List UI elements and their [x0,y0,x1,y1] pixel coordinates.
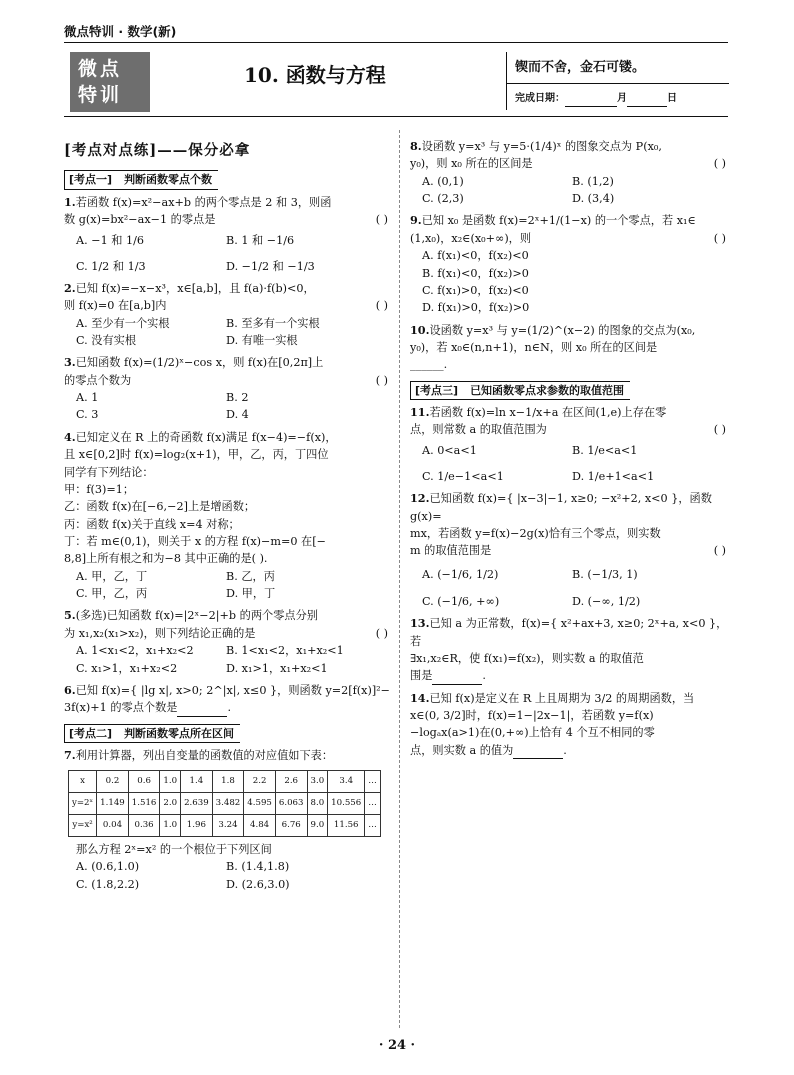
subsection-3: [考点三] 已知函数零点求参数的取值范围 [410,381,630,400]
option-a[interactable]: A. 至少有一个实根 [76,316,170,330]
question-text: 已知 a 为正常数，f(x)={ x²+ax+3, x≥0; 2ˣ+a, x<0 }，若 [410,617,728,648]
column-divider [399,130,400,1028]
table-cell: y=2ˣ [69,792,97,814]
option-b[interactable]: B. 乙，丙 [226,569,275,583]
question-text: m 的取值范围是 [410,544,492,558]
question-number: 14. [410,690,430,705]
option-a[interactable]: A. f(x₁)<0，f(x₂)<0 [422,249,529,263]
question-3 [64,354,394,423]
table-cell: 0.2 [97,770,129,792]
statement-ding: 丁：若 m∈(0,1)，则关于 x 的方程 f(x)−m=0 在[− [64,534,326,548]
subsection-label: 考点二 [74,726,108,740]
question-text: 设函数 y=x³ 与 y=5·(1/4)ˣ 的图象交点为 P(x₀, [421,140,662,153]
question-text: 已知定义在 R 上的奇函数 f(x)满足 f(x−4)=−f(x)， [75,430,337,444]
question-text: 点，则实数 a 的值为 [410,743,514,757]
answer-paren[interactable]: ( ) [375,373,388,387]
option-a[interactable]: A. 1 [76,391,99,405]
question-text: 8,8]上所有根之和为−8 其中正确的是( ). [64,552,268,566]
running-head: 微点特训 · 数学(新) [64,24,177,39]
question-number: 2. [64,280,76,295]
question-text: mx，若函数 y=f(x)−2g(x)恰有三个零点，则实数 [410,526,661,540]
table-cell: 1.96 [181,814,213,836]
question-number: 4. [64,429,76,444]
question-text: 点，则常数 a 的取值范围为 [410,423,547,437]
answer-paren[interactable]: ( ) [713,544,726,558]
option-b[interactable]: B. (1,2) [572,174,614,188]
answer-paren[interactable]: ( ) [713,231,726,245]
header-right [506,52,729,110]
question-text: 围是 [410,669,433,683]
table-cell: 6.063 [275,792,307,814]
question-text: −logₐx(a>1)在(0,+∞)上恰有 4 个互不相同的零 [410,726,655,740]
option-a[interactable]: A. 1<x₁<2，x₁+x₂<2 [76,644,194,658]
table-row [69,814,381,836]
question-1 [64,194,394,275]
table-cell: 1.8 [212,770,244,792]
table-cell: y=x² [69,814,97,836]
table-cell: 6.76 [275,814,307,836]
answer-blank[interactable] [513,747,563,759]
option-c[interactable]: C. 1/e−1<a<1 [422,469,504,483]
top-rule [64,42,728,43]
question-text: 利用计算器，列出自变量的函数值的对应值如下表： [75,748,334,762]
answer-paren[interactable]: ( ) [375,299,388,313]
day-blank[interactable] [627,94,667,107]
question-number: 8. [410,139,422,153]
tail: . [482,669,486,683]
badge-line2: 特训 [78,84,123,106]
option-c[interactable]: C. f(x₁)>0，f(x₂)<0 [422,283,529,297]
section-title: [考点对点练]——保分必拿 [64,142,251,159]
question-2 [64,280,394,349]
question-text: 已知函数 f(x)=(1/2)ˣ−cos x，则 f(x)在[0,2π]上 [75,356,324,370]
table-cell: 1.516 [128,792,160,814]
question-11 [410,404,732,485]
question-number: 1. [64,194,76,209]
answer-paren[interactable]: ( ) [375,212,388,226]
option-d[interactable]: D. (3,4) [572,192,615,206]
option-c[interactable]: C. (2,3) [422,192,464,206]
value-table [68,770,381,837]
question-8 [410,138,732,207]
table-cell: 2.0 [160,792,181,814]
subsection-label: 考点一 [74,173,108,187]
question-text: 已知 f(x)=−x−x³，x∈[a,b]，且 f(a)·f(b)<0， [75,281,315,295]
option-c[interactable]: C. 1/2 和 1/3 [76,259,146,273]
option-c[interactable]: C. (−1/6, +∞) [422,594,500,608]
table-cell: 0.04 [97,814,129,836]
option-a[interactable]: A. (−1/6, 1/2) [422,567,499,581]
question-text: 若函数 f(x)=x²−ax+b 的两个零点是 2 和 3，则函 [75,195,332,209]
option-b[interactable]: B. 2 [226,391,249,405]
question-text: y₀)，若 x₀∈(n,n+1)，n∈N，则 x₀ 所在的区间是 [410,340,658,354]
option-d[interactable]: D. 1/e+1<a<1 [572,469,655,483]
option-d[interactable]: D. x₁>1，x₁+x₂<1 [226,661,328,675]
question-text: 数 g(x)=bx²−ax−1 的零点是 [64,212,216,226]
question-14 [410,690,732,759]
answer-paren[interactable]: ( ) [713,157,726,171]
question-text: 已知 f(x)是定义在 R 上且周期为 3/2 的周期函数，当 [429,691,695,705]
question-text: 为 x₁,x₂(x₁>x₂)，则下列结论正确的是 [64,626,256,640]
question-number: 10. [410,322,430,337]
question-12 [410,490,732,610]
chapter-header [64,46,728,116]
left-column [64,138,394,898]
month-label: 月 [617,93,627,104]
answer-paren[interactable]: ( ) [713,423,726,437]
option-b[interactable]: B. (−1/3, 1) [572,567,638,581]
table-cell: 10.556 [328,792,365,814]
subsection-2: [考点二] 判断函数零点所在区间 [64,724,240,743]
option-b[interactable]: B. 1 和 −1/6 [226,234,295,248]
option-a[interactable]: A. 甲，乙，丁 [76,569,148,583]
header-rule [64,116,728,117]
table-cell: … [365,792,381,814]
option-c[interactable]: C. 3 [76,408,99,422]
badge-line1: 微点 [78,58,123,80]
option-a[interactable]: A. (0,1) [422,174,464,188]
answer-blank[interactable] [432,673,482,685]
option-a[interactable]: A. (0.6,1.0) [76,860,140,874]
question-number: 3. [64,355,76,370]
question-text: 已知 x₀ 是函数 f(x)=2ˣ+1/(1−x) 的一个零点，若 x₁∈ [421,214,696,228]
question-text: 同学有下列结论： [64,465,154,479]
question-text: (1,x₀)，x₂∈(x₀+∞)，则 [410,231,532,245]
option-a[interactable]: A. −1 和 1/6 [76,234,144,248]
question-text: ∃x₁,x₂∈R，使 f(x₁)=f(x₂)，则实数 a 的取值范 [410,652,644,666]
option-b[interactable]: B. (1.4,1.8) [226,860,290,874]
question-text: 3f(x)+1 的零点个数是 [64,701,178,715]
statement-yi: 乙：函数 f(x)在[−6,−2]上是增函数； [64,500,256,514]
date-line [507,83,729,107]
table-cell: 0.36 [128,814,160,836]
question-5 [64,607,394,676]
question-number: 12. [410,491,430,506]
option-b[interactable]: B. 至多有一个实根 [226,316,320,330]
subsection-1: [考点一] 判断函数零点个数 [64,170,218,189]
question-text: 的零点个数为 [64,373,132,387]
subsection-name: 已知函数零点求参数的取值范围 [470,383,625,397]
question-text: 已知函数 f(x)={ |x−3|−1, x≥0; −x²+2, x<0 }，函数 g(x)= [410,492,712,523]
answer-blank[interactable]: ______. [410,358,448,372]
question-text: y₀)，则 x₀ 所在的区间是 [410,157,533,171]
option-d[interactable]: D. 有唯一实根 [226,334,298,348]
table-cell: 8.0 [307,792,328,814]
table-cell: 11.56 [328,814,365,836]
question-text: 则 f(x)=0 在[a,b]内 [64,299,167,313]
statement-bing: 丙：函数 f(x)关于直线 x=4 对称； [64,517,240,531]
option-c[interactable]: C. 甲，乙，丙 [76,587,148,601]
chapter-title: 10. 函数与方程 [244,63,386,87]
question-number: 6. [64,682,76,697]
question-text: 且 x∈[0,2]时 f(x)=log₂(x+1)，甲，乙，丙，丁四位 [64,448,329,462]
option-d[interactable]: D. −1/2 和 −1/3 [226,259,315,273]
table-cell: 2.6 [275,770,307,792]
table-cell: … [365,770,381,792]
question-text: 那么方程 2ˣ=x² 的一个根位于下列区间 [76,842,272,856]
option-c[interactable]: C. x₁>1，x₁+x₂<2 [76,661,178,675]
table-cell: 1.149 [97,792,129,814]
table-cell: 3.4 [328,770,365,792]
month-blank[interactable] [565,94,617,107]
subsection-label: 考点三 [420,383,454,397]
question-number: 9. [410,213,422,228]
table-row [69,770,381,792]
table-cell: … [365,814,381,836]
option-c[interactable]: C. 没有实根 [76,334,137,348]
table-cell: 3.482 [212,792,244,814]
question-text: x∈(0, 3/2]时，f(x)=1−|2x−1|，若函数 y=f(x) [410,709,654,723]
day-label: 日 [667,93,677,104]
question-4 [64,429,394,603]
question-7 [64,747,394,893]
option-c[interactable]: C. (1.8,2.2) [76,877,140,891]
table-row [69,792,381,814]
option-b[interactable]: B. 1<x₁<2，x₁+x₂<1 [226,644,344,658]
table-cell: 3.0 [307,770,328,792]
table-cell: 3.24 [212,814,244,836]
table-cell: 4.84 [244,814,276,836]
table-cell: 9.0 [307,814,328,836]
right-column [410,138,732,764]
table-cell: 1.0 [160,770,181,792]
table-cell: 0.6 [128,770,160,792]
table-cell: 4.595 [244,792,276,814]
option-d[interactable]: D. 甲，丁 [226,587,276,601]
question-9 [410,212,732,316]
option-d[interactable]: D. (−∞, 1/2) [572,594,641,608]
question-number: 13. [410,616,430,631]
table-cell: 1.4 [181,770,213,792]
question-10 [410,322,732,374]
page-number: · 24 · [378,1038,416,1053]
question-text: (多选)已知函数 f(x)=|2ˣ−2|+b 的两个零点分别 [75,609,318,623]
question-text: 设函数 y=x³ 与 y=(1/2)^(x−2) 的图象的交点为(x₀, [429,323,696,337]
option-d[interactable]: D. (2.6,3.0) [226,877,290,891]
question-13 [410,615,732,684]
option-a[interactable]: A. 0<a<1 [422,444,477,458]
tail: . [227,701,232,715]
motto: 锲而不舍，金石可镂。 [515,60,646,75]
option-b[interactable]: B. f(x₁)<0，f(x₂)>0 [422,266,529,280]
option-d[interactable]: D. 4 [226,408,249,422]
subsection-name: 判断函数零点所在区间 [124,726,235,740]
question-number: 11. [410,404,430,419]
question-text: 若函数 f(x)=ln x−1/x+a 在区间(1,e)上存在零 [429,405,667,419]
answer-blank[interactable] [177,705,227,717]
option-b[interactable]: B. 1/e<a<1 [572,444,638,458]
question-number: 5. [64,608,76,623]
statement-jia: 甲：f(3)=1； [64,482,135,496]
table-cell: 1.0 [160,814,181,836]
option-d[interactable]: D. f(x₁)>0，f(x₂)>0 [422,301,530,315]
table-cell: 2.639 [181,792,213,814]
question-6 [64,682,394,717]
question-text: 已知 f(x)={ |lg x|, x>0; 2^|x|, x≤0 }，则函数 y=2[f(x)]²− [75,683,391,697]
date-label: 完成日期： [515,93,565,104]
question-number: 7. [64,747,76,762]
badge [70,52,150,112]
tail: . [563,743,567,757]
table-cell: x [69,770,97,792]
table-cell: 2.2 [244,770,276,792]
answer-paren[interactable]: ( ) [375,626,388,640]
subsection-name: 判断函数零点个数 [124,173,213,187]
